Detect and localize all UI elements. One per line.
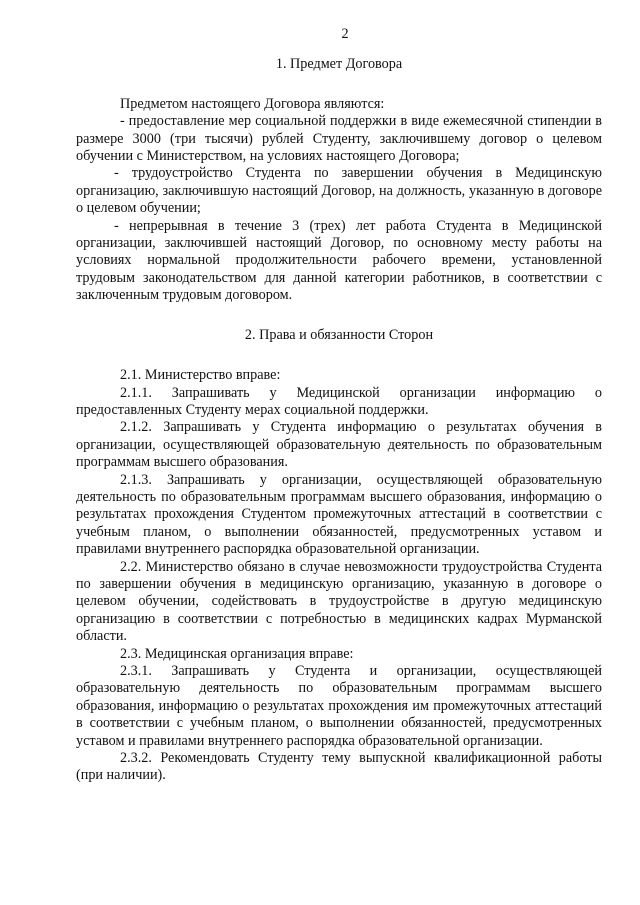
paragraph-2-3-2: 2.3.2. Рекомендовать Студенту тему выпускной квалификационной работы (при наличии). xyxy=(76,750,602,784)
section-title-rights: 2. Права и обязанности Сторон xyxy=(244,326,434,343)
paragraph-2-2: 2.2. Министерство обязано в случае невозможности трудоустройства Студента по завершении обучения в медицинскую организацию, указанную в договоре о целевом обучении, содействовать в трудоустройстве в другую медицинскую организацию в соответствии с потребностью в медицинских кадрах Мурманской области. xyxy=(76,558,602,645)
paragraph-2-1-2: 2.1.2. Запрашивать у Студента информацию о результатах обучения в организации, осуществляющей образовательную деятельность по образовательным программам высшего образования. xyxy=(76,419,602,471)
section-title-subject: 1. Предмет Договора xyxy=(275,56,403,73)
paragraph-2-3: 2.3. Медицинская организация вправе: xyxy=(120,645,354,662)
paragraph-2-1-1: 2.1.1. Запрашивать у Медицинской организации информацию о предоставленных Студенту мерах социальной поддержки. xyxy=(76,384,602,418)
page-number: 2 xyxy=(341,26,349,42)
paragraph-item-stipend: - предоставление мер социальной поддержки в виде ежемесячной стипендии в размере 3000 (три тысячи) рублей Студенту, заключившему договор о целевом обучении с Министерством, на условиях настоящего Договора; xyxy=(76,113,602,165)
paragraph-item-work-period: - непрерывная в течение 3 (трех) лет работа Студента в Медицинской организации, заключившей настоящий Договор, по основному месту работы на условиях нормальной продолжительности рабочего времени, установленной трудовым законодательством для данной категории работников, в соответствии с заключенным трудовым договором. xyxy=(76,217,602,304)
paragraph-2-3-1: 2.3.1. Запрашивать у Студента и организации, осуществляющей образовательную деятельность по образовательным программам высшего образования, информацию о результатах прохождения им промежуточных аттестаций в соответствии с учебным планом, о выполнении обязанностей, предусмотренных уставом и правилами внутреннего распорядка образовательной организации. xyxy=(76,663,602,749)
paragraph-2-1-3: 2.1.3. Запрашивать у организации, осуществляющей образовательную деятельность по образовательным программам высшего образования, информацию о результатах прохождения Студентом промежуточных аттестаций в соответствии с учебным планом, о выполнении обязанностей, предусмотренных уставом и правилами внутреннего распорядка образовательной организации. xyxy=(76,471,602,558)
paragraph-intro: Предметом настоящего Договора являются: xyxy=(120,95,385,112)
paragraph-item-employment: - трудоустройство Студента по завершении обучения в Медицинскую организацию, заключившую настоящий Договор, на должность, указанную в договоре о целевом обучении; xyxy=(76,165,602,217)
paragraph-2-1: 2.1. Министерство вправе: xyxy=(120,367,281,384)
